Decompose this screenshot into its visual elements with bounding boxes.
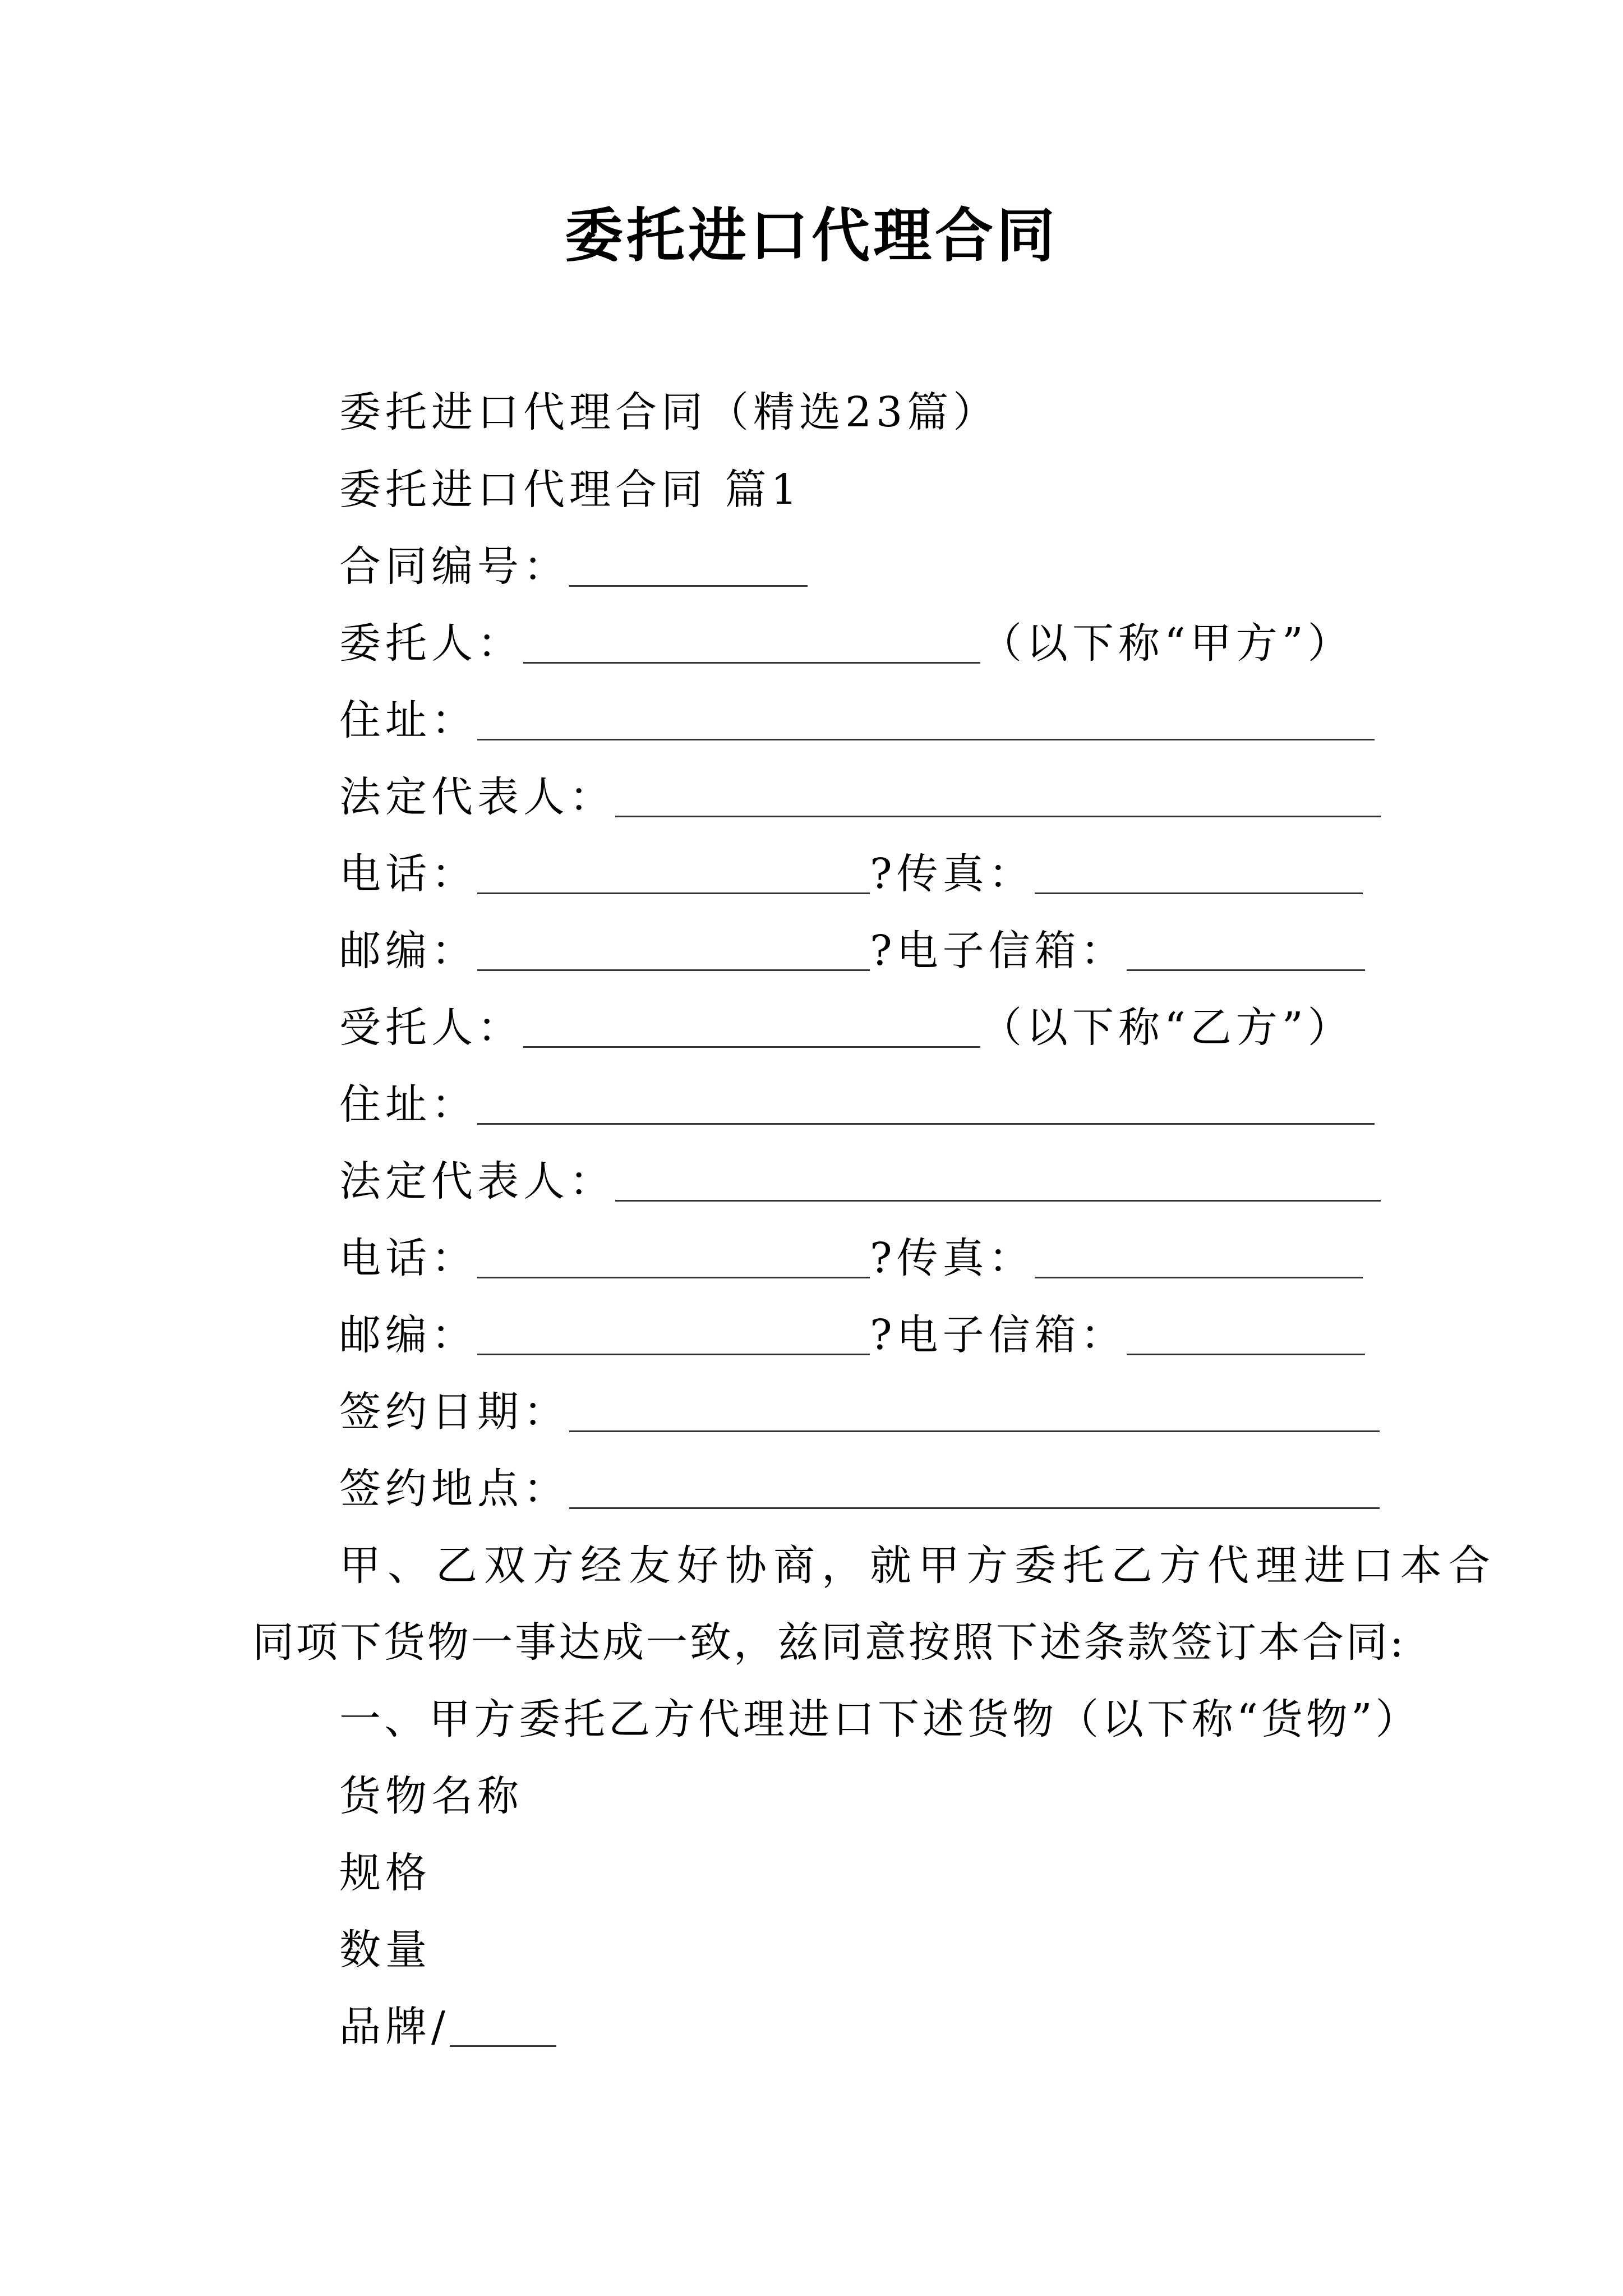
email-b-blank: [1127, 1309, 1365, 1355]
sign-place-row: [339, 1458, 1380, 1520]
fax-a-label: ?传真：: [870, 850, 1035, 898]
email-a-blank: [1127, 924, 1365, 971]
fax-b-label: ?传真：: [870, 1234, 1035, 1282]
phone-fax-b-row: [339, 1227, 1363, 1289]
sign-date-row: [339, 1381, 1380, 1443]
document-title: 委托进口代理合同: [564, 201, 1058, 270]
goods-name: 货物名称: [339, 1772, 523, 1820]
phone-fax-a-row: [339, 843, 1363, 905]
legal-rep-b-blank: [615, 1155, 1381, 1202]
sign-date-label: 签约日期：: [339, 1388, 569, 1436]
principal-row: [339, 613, 1354, 674]
address-b-label: 住址：: [339, 1080, 477, 1129]
fax-b-blank: [1035, 1232, 1363, 1278]
goods-brand-row: [339, 1996, 556, 2058]
legal-rep-a-row: [339, 766, 1381, 828]
goods-brand-label: 品牌/: [339, 2003, 450, 2051]
address-b-blank: [477, 1078, 1375, 1125]
legal-rep-a-blank: [615, 771, 1381, 817]
sign-date-blank: [569, 1386, 1380, 1432]
goods-spec: 规格: [339, 1849, 431, 1897]
address-a-label: 住址：: [339, 696, 477, 744]
contract-number-blank: [569, 540, 808, 587]
postcode-email-b-row: [339, 1304, 1365, 1366]
phone-b-label: 电话：: [339, 1234, 477, 1282]
goods-brand-blank: [450, 2000, 556, 2047]
email-b-label: ?电子信箱：: [870, 1311, 1127, 1359]
phone-a-blank: [477, 848, 870, 894]
address-b-row: [339, 1074, 1375, 1135]
goods-quantity: 数量: [339, 1926, 431, 1974]
address-a-row: [339, 689, 1375, 751]
principal-suffix: （以下称“甲方”）: [980, 619, 1354, 668]
agent-label: 受托人：: [339, 1004, 523, 1052]
phone-a-label: 电话：: [339, 850, 477, 898]
postcode-b-blank: [477, 1309, 870, 1355]
email-a-label: ?电子信箱：: [870, 927, 1127, 975]
document-subtitle: 委托进口代理合同（精选23篇）: [339, 388, 999, 436]
section-heading: 委托进口代理合同 篇1: [339, 466, 802, 514]
postcode-email-a-row: [339, 920, 1365, 982]
contract-number-label: 合同编号：: [339, 542, 569, 591]
sign-place-blank: [569, 1462, 1380, 1509]
agent-row: [339, 997, 1354, 1059]
contract-number-row: [339, 536, 808, 597]
agent-suffix: （以下称“乙方”）: [980, 1004, 1354, 1052]
postcode-a-label: 邮编：: [339, 927, 477, 975]
legal-rep-b-label: 法定代表人：: [339, 1157, 615, 1205]
legal-rep-a-label: 法定代表人：: [339, 773, 615, 821]
sign-place-label: 签约地点：: [339, 1465, 569, 1513]
principal-label: 委托人：: [339, 619, 523, 668]
phone-b-blank: [477, 1232, 870, 1278]
address-a-blank: [477, 694, 1375, 740]
agent-blank: [523, 1001, 980, 1048]
intro-line-1: 甲、乙双方经友好协商，就甲方委托乙方代理进口本合: [339, 1542, 1497, 1590]
principal-blank: [523, 617, 980, 664]
postcode-a-blank: [477, 924, 870, 971]
clause-1: 一、甲方委托乙方代理进口下述货物（以下称“货物”）: [339, 1695, 1421, 1743]
postcode-b-label: 邮编：: [339, 1311, 477, 1359]
intro-line-2: 同项下货物一事达成一致，兹同意按照下述条款签订本合同:: [252, 1618, 1406, 1667]
legal-rep-b-row: [339, 1151, 1381, 1212]
fax-a-blank: [1035, 848, 1363, 894]
